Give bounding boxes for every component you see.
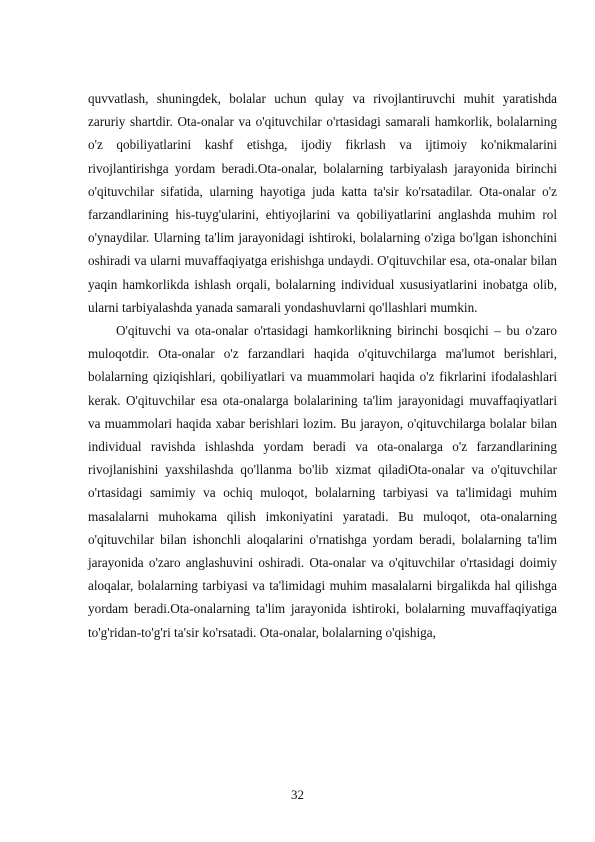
body-text xyxy=(88,87,557,644)
page-number: 32 xyxy=(291,787,304,802)
paragraph-cooperation: O'qituvchi va ota-onalar o'rtasidagi hamkorlikning birinchi bosqichi – bu o'zaro muloqotdir. Ota-onalar o'z farzandlari haqida o'qituvchilarga ma'lumot berishlari, bolalarning qiziqishlari, qobiliyatlari va muammolari haqida o'z fikrlarini ifodalashlari kerak. O'qituvchilar esa ota-onalarga bolalarining ta'lim jarayonidagi muvaffaqiyatlari va muammolari haqida xabar berishlari lozim. Bu jarayon, o'qituvchilarga bolalar bilan individual ravishda ishlashda yordam beradi va ota-onalarga o'z farzandlarining rivojlanishini yaxshilashda qo'llanma bo'lib xizmat qiladiOta-onalar va o'qituvchilar o'rtasidagi samimiy va ochiq muloqot, bolalarning tarbiyasi va ta'limidagi muhim masalalarni muhokama qilish imkoniyatini yaratadi. Bu muloqot, ota-onalarning o'qituvchilar bilan ishonchli aloqalarini o'rnatishga yordam beradi, bolalarning ta'lim jarayonida o'zaro anglashuvini oshiradi. Ota-onalar va o'qituvchilar o'rtasidagi doimiy aloqalar, bolalarning tarbiyasi va ta'limidagi muhim masalalarni birgalikda hal qilishga yordam beradi.Ota-onalarning ta'lim jarayonida ishtiroki, bolalarning muvaffaqiyatiga to'g'ridan-to'g'ri ta'sir ko'rsatadi. Ota-onalar, bolalarning o'qishiga, xyxy=(88,323,557,640)
paragraph-continuation: quvvatlash, shuningdek, bolalar uchun qulay va rivojlantiruvchi muhit yaratishda zaruriy shartdir. Ota-onalar va o'qituvchilar o'rtasidagi samarali hamkorlik, bolalarning o'z qobiliyatlarini kashf etishga, ijodiy fikrlash va ijtimoiy ko'nikmalarini rivojlantirishga yordam beradi.Ota-onalar, bolalarning tarbiyalash jarayonida birinchi o'qituvchilar sifatida, ularning hayotiga juda katta ta'sir ko'rsatadilar. Ota-onalar o'z farzandlarining his-tuyg'ularini, ehtiyojlarini va qobiliyatlarini anglashda muhim rol o'ynaydilar. Ularning ta'lim jarayonidagi ishtiroki, bolalarning o'ziga bo'lgan ishonchini oshiradi va ularni muvaffaqiyatga erishishga undaydi. O'qituvchilar esa, ota-onalar bilan yaqin hamkorlikda ishlash orqali, bolalarning individual xususiyatlarini inobatga olib, ularni tarbiyalashda yanada samarali yondashuvlarni qo'llashlari mumkin. xyxy=(88,91,557,315)
